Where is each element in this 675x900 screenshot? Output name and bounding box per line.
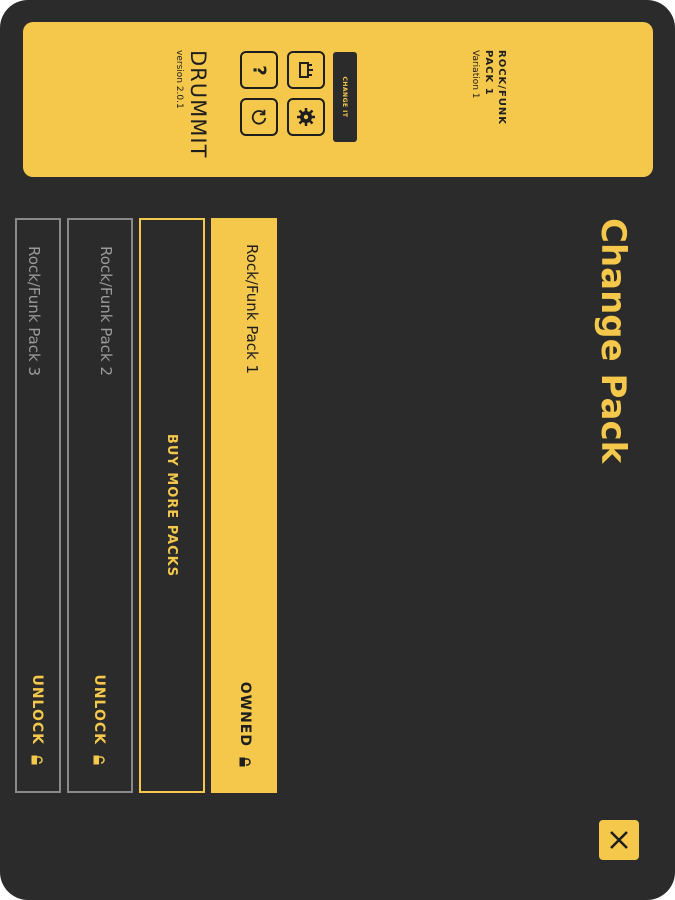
gear-icon xyxy=(296,107,316,127)
pack-name: Rock/Funk Pack 2 xyxy=(97,246,115,376)
buy-more-label: BUY MORE PACKS xyxy=(164,433,180,578)
current-variation: Variation 1 xyxy=(470,50,480,99)
refresh-icon xyxy=(250,108,268,126)
unlock-label: UNLOCK xyxy=(91,674,107,745)
buy-more-packs-button[interactable] xyxy=(139,218,205,793)
pack-status[interactable] xyxy=(91,674,107,765)
pack-name: Rock/Funk Pack 1 xyxy=(243,244,261,374)
pack-card-2[interactable] xyxy=(67,218,133,793)
pack-status[interactable] xyxy=(29,674,45,765)
refresh-button[interactable] xyxy=(240,98,278,136)
app-version: version 2.0.1 xyxy=(174,50,184,109)
pack-info-block xyxy=(452,50,512,180)
change-it-label: CHANGE IT xyxy=(341,76,349,118)
pack-status xyxy=(237,682,253,767)
page-title: Change Pack xyxy=(593,218,633,464)
unlock-label: UNLOCK xyxy=(29,674,45,745)
brand-block xyxy=(170,50,210,180)
drum-kit-icon xyxy=(296,60,316,80)
pack-name: Rock/Funk Pack 3 xyxy=(25,246,43,376)
lock-icon xyxy=(239,757,251,767)
pack-card-1[interactable] xyxy=(211,218,277,793)
lock-icon xyxy=(93,755,105,765)
drum-kit-button[interactable] xyxy=(287,51,325,89)
brand-name: DRUMMIT xyxy=(186,50,210,159)
settings-button[interactable] xyxy=(287,98,325,136)
change-it-button[interactable] xyxy=(333,52,357,142)
lock-icon xyxy=(31,755,43,765)
pack-card-3[interactable] xyxy=(15,218,61,793)
help-icon: ? xyxy=(248,64,270,76)
close-icon xyxy=(608,829,630,851)
close-button[interactable] xyxy=(599,820,639,860)
current-pack-title: ROCK/FUNK PACK 1 xyxy=(483,50,507,126)
help-button[interactable] xyxy=(240,51,278,89)
owned-label: OWNED xyxy=(237,681,253,747)
